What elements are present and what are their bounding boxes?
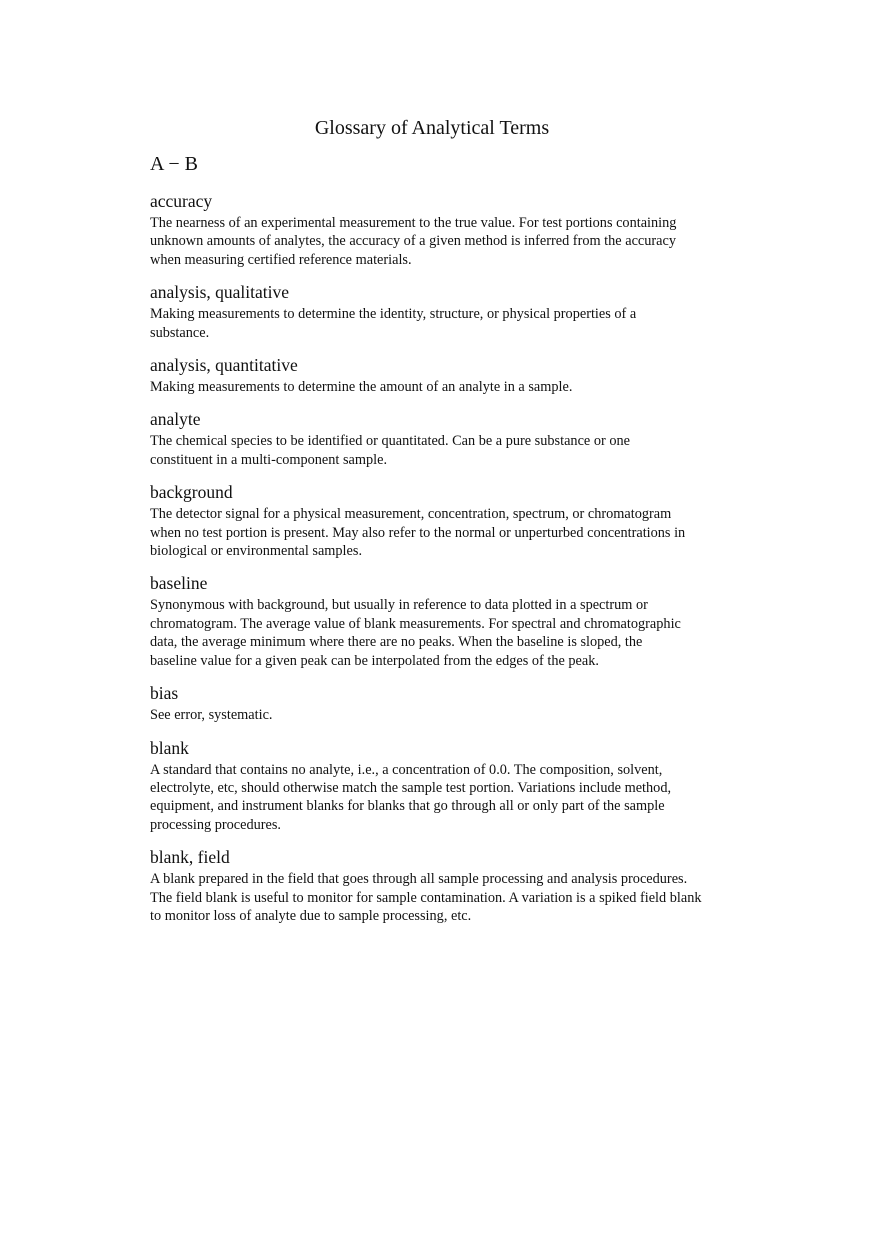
glossary-term: analyte	[150, 409, 201, 430]
glossary-definition	[150, 706, 740, 724]
glossary-term: analysis, quantitative	[150, 355, 298, 376]
definition-line: Making measurements to determine the identity, structure, or physical properties of a	[150, 306, 637, 323]
definition-line: baseline value for a given peak can be interpolated from the edges of the peak.	[150, 652, 599, 669]
glossary-entry	[150, 572, 740, 670]
definition-line: equipment, and instrument blanks for blanks that go through all or only part of the sample	[150, 798, 665, 815]
glossary-term: bias	[150, 683, 179, 704]
glossary-definition	[150, 305, 740, 342]
glossary-definition	[150, 378, 740, 396]
definition-line: processing procedures.	[150, 816, 282, 833]
glossary-definition	[150, 505, 740, 560]
glossary-entry	[150, 846, 740, 925]
definition-line: The field blank is useful to monitor for sample contamination. A variation is a spiked field blank	[150, 889, 702, 906]
glossary-definition	[150, 870, 740, 925]
definition-line: biological or environmental samples.	[150, 543, 363, 560]
definition-line: when measuring certified reference materials.	[150, 251, 412, 268]
glossary-entry	[150, 354, 740, 396]
definition-line: constituent in a multi-component sample.	[150, 451, 388, 468]
definition-line: when no test portion is present. May also refer to the normal or unperturbed concentrations in	[150, 524, 686, 541]
glossary-entry	[150, 481, 740, 560]
glossary-term: accuracy	[150, 191, 213, 211]
definition-line: substance.	[150, 324, 210, 341]
glossary-list	[150, 190, 740, 937]
glossary-term: analysis, qualitative	[150, 282, 289, 303]
definition-line: See error, systematic.	[150, 707, 273, 724]
definition-line: unknown amounts of analytes, the accuracy of a given method is inferred from the accuracy	[150, 233, 677, 250]
definition-line: chromatogram. The average value of blank measurements. For spectral and chromatographic	[150, 615, 681, 632]
definition-line: electrolyte, etc, should otherwise match the sample test portion. Variations include method,	[150, 779, 672, 796]
definition-line: data, the average minimum where there are no peaks. When the baseline is sloped, the	[150, 634, 643, 651]
definition-line: The detector signal for a physical measurement, concentration, spectrum, or chromatogram	[150, 506, 672, 523]
glossary-entry	[150, 737, 740, 835]
glossary-definition	[150, 432, 740, 469]
definition-line: The nearness of an experimental measurement to the true value. For test portions containing	[150, 215, 677, 231]
definition-line: Synonymous with background, but usually in reference to data plotted in a spectrum or	[150, 597, 648, 614]
glossary-definition	[150, 596, 740, 670]
section-heading: A − B	[150, 153, 198, 175]
glossary-term: blank	[150, 737, 189, 758]
glossary-term: baseline	[150, 573, 208, 594]
document-title: Glossary of Analytical Terms	[314, 117, 550, 139]
definition-line: The chemical species to be identified or quantitated. Can be a pure substance or one	[150, 433, 630, 450]
glossary-definition	[150, 761, 740, 835]
glossary-entry	[150, 190, 740, 269]
glossary-entry	[150, 408, 740, 469]
glossary-definition	[150, 214, 740, 269]
definition-line: A standard that contains no analyte, i.e., a concentration of 0.0. The composition, solvent,	[150, 761, 663, 778]
glossary-entry	[150, 281, 740, 342]
glossary-term: background	[150, 482, 233, 503]
definition-line: to monitor loss of analyte due to sample processing, etc.	[150, 907, 472, 924]
definition-line: A blank prepared in the field that goes through all sample processing and analysis procedures.	[150, 871, 688, 888]
glossary-term: blank, field	[150, 847, 230, 868]
glossary-entry	[150, 682, 740, 724]
definition-line: Making measurements to determine the amount of an analyte in a sample.	[150, 379, 573, 396]
